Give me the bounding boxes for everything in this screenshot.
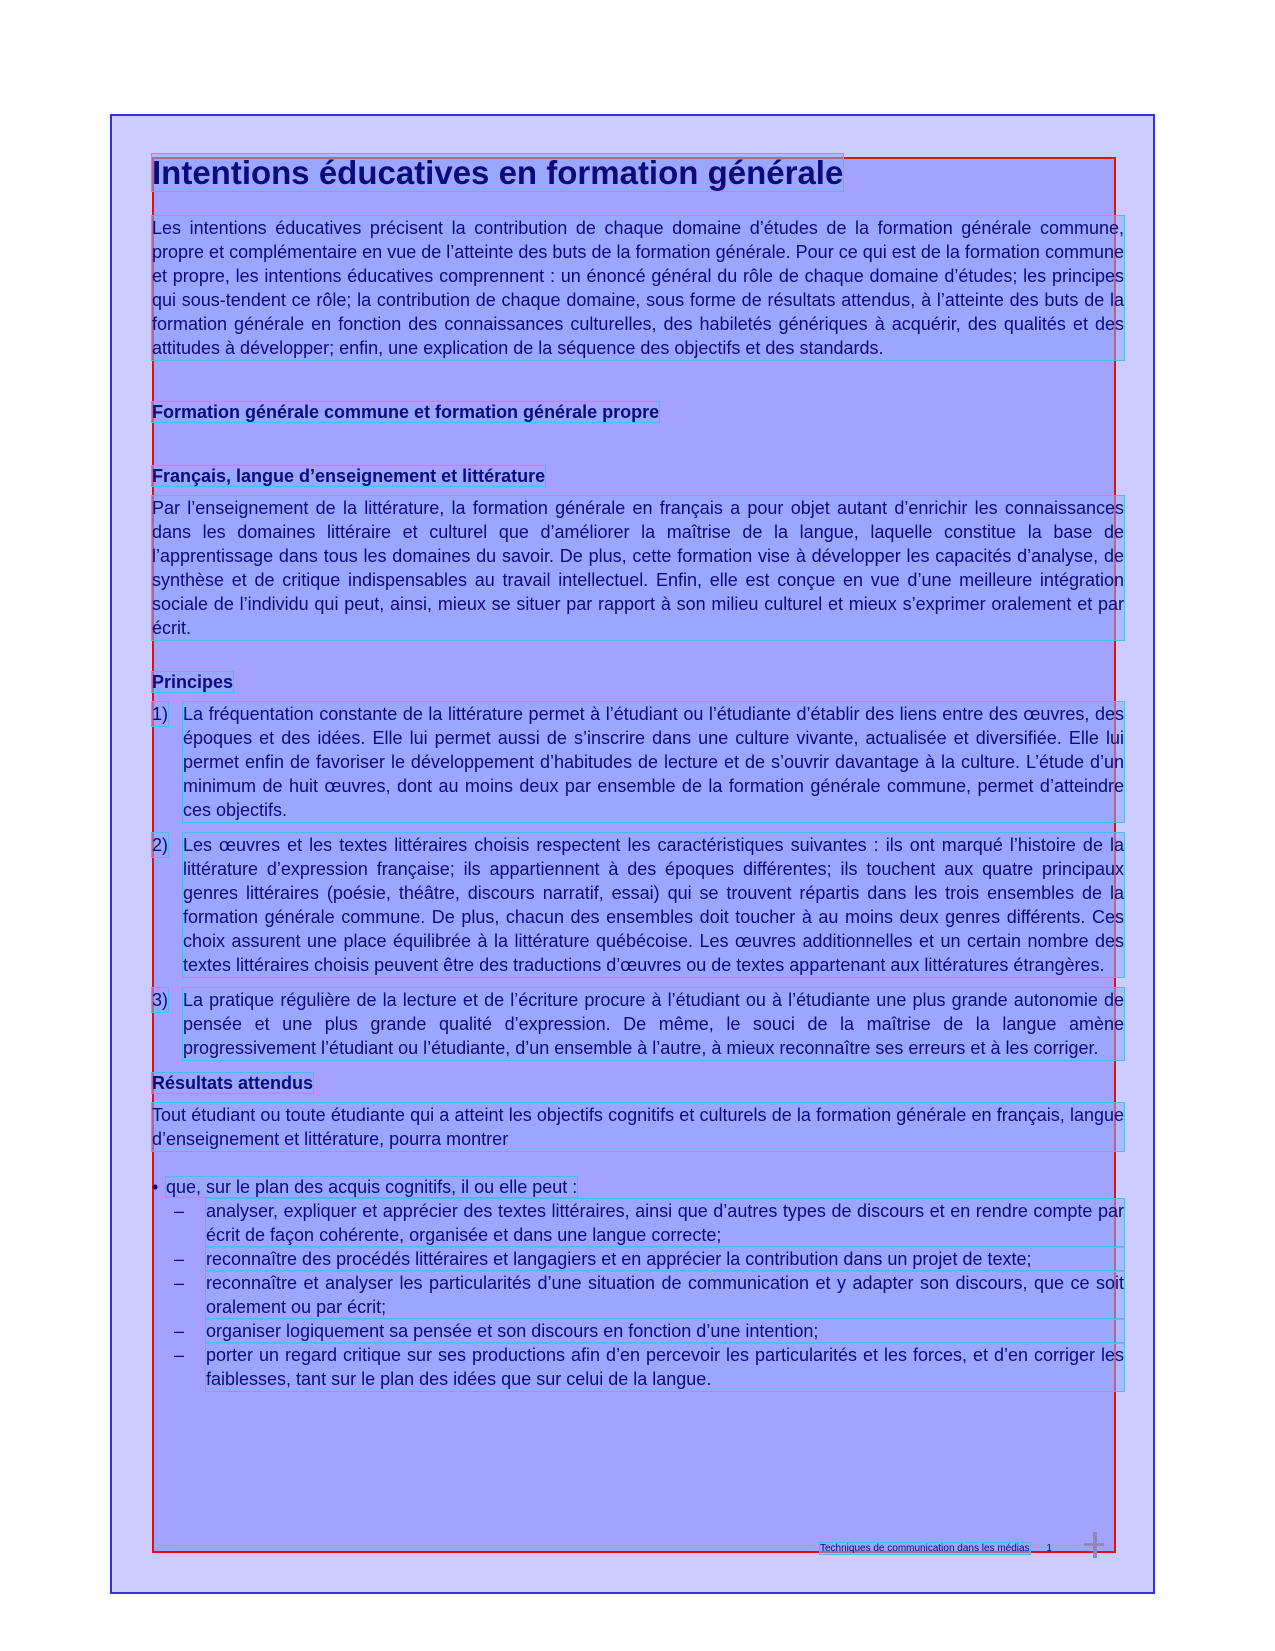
document-content (152, 154, 1124, 1391)
list-item (152, 1343, 1124, 1391)
results-paragraph: Tout étudiant ou toute étudiante qui a atteint les objectifs cognitifs et culturels de la formation générale en français, langue d’enseignement et littérature, pourra montrer (152, 1105, 1124, 1149)
principle-number: 2) (152, 835, 169, 855)
list-item-text: analyser, expliquer et apprécier des textes littéraires, ainsi que d’autres types de discours et en rendre compte par écrit de façon cohérente, organisée et dans une langue correcte; (206, 1201, 1124, 1245)
dash-marker: – (174, 1249, 185, 1269)
dash-marker: – (174, 1201, 185, 1221)
principle-item (152, 702, 1124, 822)
principle-item (152, 988, 1124, 1060)
bullet-lead (152, 1175, 1124, 1199)
list-item-text: organiser logiquement sa pensée et son discours en fonction d’une intention; (206, 1319, 1124, 1343)
section-heading (152, 400, 1124, 424)
subsection-paragraph: Par l’enseignement de la littérature, la formation générale en français a pour objet autant d’enrichir les connaissances dans les domaines littéraire et culturel que d’améliorer la maîtrise de la langue, laquelle constitue la base de l’apprentissage dans tous les domaines du savoir. De plus, cette formation vise à développer les capacités d’analyse, de synthèse et de critique indispensables au travail intellectuel. Enfin, elle est conçue en vue d’une meilleure intégration sociale de l’individu qui peut, ainsi, mieux se situer par rapport à son milieu culturel et mieux s’exprimer oralement et par écrit. (152, 498, 1124, 638)
principle-number: 3) (152, 990, 169, 1010)
page-title (152, 154, 1124, 192)
bullet-dot: • (152, 1177, 159, 1197)
list-item (152, 1247, 1124, 1271)
principle-text: La fréquentation constante de la littérature permet à l’étudiant ou l’étudiante d’établir des liens entre des œuvres, des époques et des idées. Elle lui permet aussi de s’inscrire dans une culture vivante, actualisée et diversifiée. Elle lui permet enfin de favoriser le développement d’habitudes de lecture et de s’ouvrir davantage à la culture. L’étude d’un minimum de huit œuvres, dont au moins deux par ensemble de la formation générale commune, permet d’atteindre ces objectifs. (183, 704, 1124, 820)
principles-list (152, 702, 1124, 1060)
page-footer (820, 1543, 1052, 1554)
results-heading-text: Résultats attendus (152, 1073, 314, 1093)
list-item (152, 1199, 1124, 1247)
principle-item (152, 833, 1124, 977)
page-title-text: Intentions éducatives en formation générale (152, 154, 844, 191)
list-item (152, 1319, 1124, 1343)
results-heading (152, 1071, 1124, 1095)
dash-marker: – (174, 1345, 185, 1365)
list-item-text: porter un regard critique sur ses productions afin d’en percevoir les particularités et les forces, et d’en corriger les faiblesses, tant sur le plan des idées que sur celui de la langue. (206, 1345, 1124, 1389)
principles-heading-text: Principes (152, 672, 234, 692)
subsection-heading-text: Français, langue d’enseignement et littérature (152, 466, 546, 486)
footer-text: Techniques de communication dans les médias (820, 1543, 1030, 1554)
section-heading-text: Formation générale commune et formation générale propre (152, 402, 660, 422)
page-number: 1 (1046, 1543, 1052, 1554)
footer-marker-bar (1084, 1543, 1104, 1546)
intro-paragraph: Les intentions éducatives précisent la contribution de chaque domaine d’études de la formation générale commune, propre et complémentaire en vue de l’atteinte des buts de la formation générale. Pour ce qui est de la formation commune et propre, les intentions éducatives comprennent : un énoncé général du rôle de chaque domaine d’études; les principes qui sous-tendent ce rôle; la contribution de chaque domaine, sous forme de résultats attendus, à l’atteinte des buts de la formation générale en fonction des connaissances culturelles, des habiletés génériques à acquérir, des qualités et des attitudes à développer; enfin, une explication de la séquence des objectifs et des standards. (152, 218, 1124, 358)
subsection-heading (152, 464, 1124, 488)
results-list (152, 1199, 1124, 1391)
principle-text: La pratique régulière de la lecture et de l’écriture procure à l’étudiant ou à l’étudiante une plus grande autonomie de pensée et une plus grande qualité d’expression. De même, le souci de la maîtrise de la langue amène progressivement l’étudiant ou l’étudiante, d’un ensemble à l’autre, à mieux reconnaître ses erreurs et à les corriger. (183, 990, 1124, 1058)
dash-marker: – (174, 1321, 185, 1341)
principle-text: Les œuvres et les textes littéraires choisis respectent les caractéristiques suivantes : ils ont marqué l’histoire de la littérature d’expression française; ils appartiennent à des époques différentes; ils touchent aux quatre principaux genres littéraires (poésie, théâtre, discours narratif, essai) qui se trouvent répartis dans les trois ensembles de la formation générale commune. De plus, chacun des ensembles doit toucher à au moins deux genres différents. Ces choix assurent une place équilibrée à la littérature québécoise. Les œuvres additionnelles et un certain nombre des textes littéraires choisis peuvent être des traductions d’œuvres ou de textes appartenant aux littératures étrangères. (183, 835, 1124, 975)
bullet-lead-text: que, sur le plan des acquis cognitifs, il ou elle peut : (166, 1177, 578, 1197)
list-item-text: reconnaître des procédés littéraires et langagiers et en apprécier la contribution dans un projet de texte; (206, 1247, 1124, 1271)
principles-heading (152, 670, 1124, 694)
list-item-text: reconnaître et analyser les particularités d’une situation de communication et y adapter son discours, que ce soit oralement ou par écrit; (206, 1273, 1124, 1317)
list-item (152, 1271, 1124, 1319)
dash-marker: – (174, 1273, 185, 1293)
principle-number: 1) (152, 704, 169, 724)
